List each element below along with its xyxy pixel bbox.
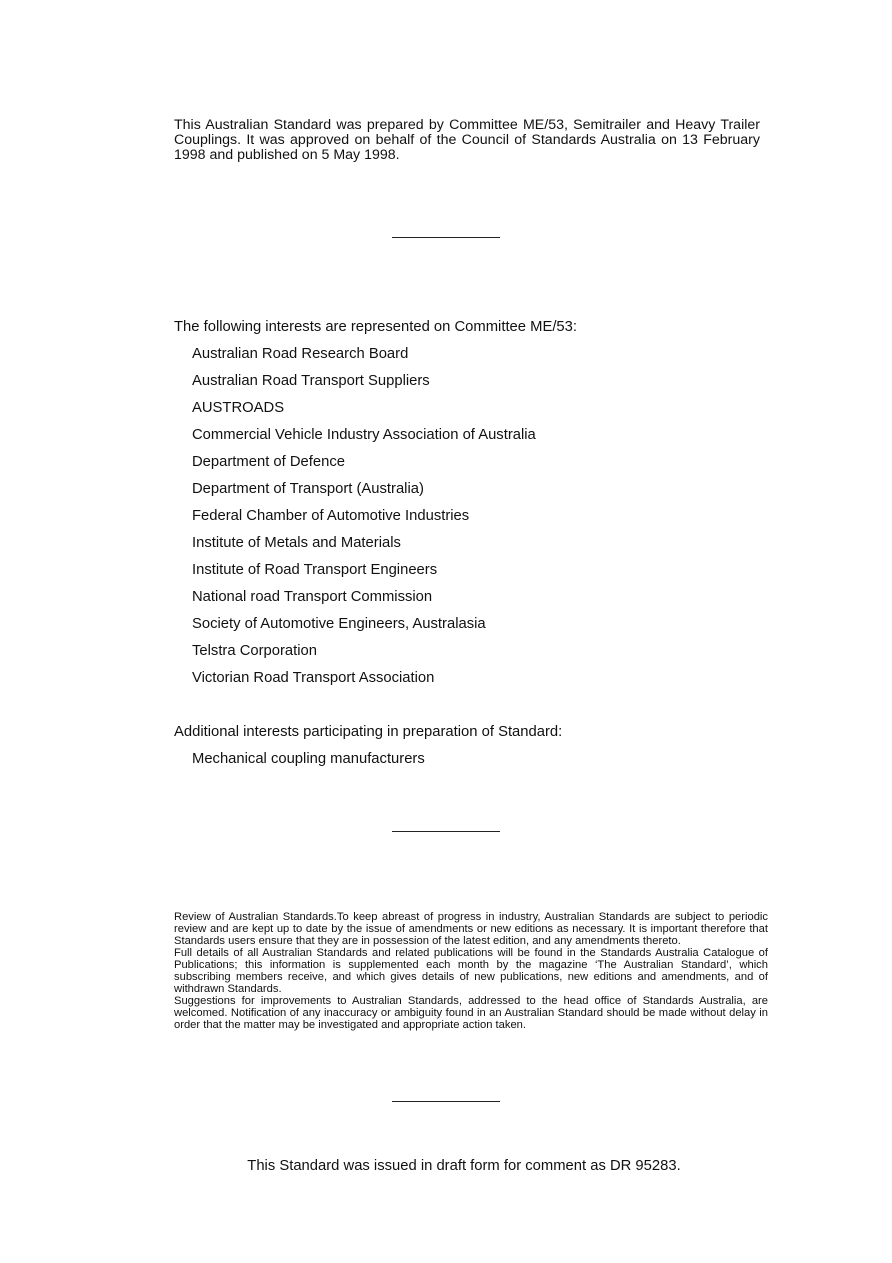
section-divider — [392, 237, 500, 238]
suggestions-paragraph: Suggestions for improvements to Australian Standards, addressed to the head office of Standards Australia, are welcomed. Notification of any inaccuracy or ambiguity found in an Australian Standard should be made without delay in order that the matter may be investigated and appropriate action taken. — [174, 995, 768, 1031]
list-item: Mechanical coupling manufacturers — [192, 751, 425, 767]
catalogue-paragraph: Full details of all Australian Standards and related publications will be found in the Standards Australia Catalogue of Publications; this information is supplemented each month by the magazine ‘The Australian Standard’, which subscribing members receive, and which gives details of new publications, new editions and amendments, and of withdrawn Standards. — [174, 947, 768, 995]
list-item: Institute of Metals and Materials — [192, 535, 401, 551]
list-item: Federal Chamber of Automotive Industries — [192, 508, 470, 524]
additional-interests — [174, 719, 760, 773]
review-paragraph: Review of Australian Standards.To keep abreast of progress in industry, Australian Standards are subject to periodic review and are kept up to date by the issue of amendments or new editions as necessary. It is important therefore that Standards users ensure that they are in possession of the latest edition, and any amendments thereto. — [174, 911, 768, 947]
list-item: AUSTROADS — [192, 400, 285, 416]
list-item: Society of Automotive Engineers, Australasia — [192, 616, 486, 632]
list-item: Commercial Vehicle Industry Association of Australia — [192, 427, 536, 443]
draft-notice — [0, 1158, 892, 1175]
list-item: Institute of Road Transport Engineers — [192, 562, 438, 578]
section-divider — [392, 831, 500, 832]
list-item: National road Transport Commission — [192, 589, 433, 605]
committee-interests-list — [174, 341, 760, 692]
committee-interests-heading: The following interests are represented on Committee ME/53: — [174, 319, 577, 335]
additional-interests-heading: Additional interests participating in preparation of Standard: — [174, 724, 563, 740]
list-item: Australian Road Transport Suppliers — [192, 373, 430, 389]
list-item: Victorian Road Transport Association — [192, 670, 435, 686]
list-item: Australian Road Research Board — [192, 346, 409, 362]
additional-interests-list — [174, 746, 760, 773]
preparation-statement — [174, 118, 760, 163]
committee-interests — [174, 314, 760, 692]
list-item: Telstra Corporation — [192, 643, 318, 659]
preparation-statement-text: This Australian Standard was prepared by Committee ME/53, Semitrailer and Heavy Trailer Couplings. It was approved on behalf of the Council of Standards Australia on 13 February 1998 and published on 5 May 1998. — [174, 117, 760, 163]
list-item: Department of Defence — [192, 454, 345, 470]
section-divider — [392, 1101, 500, 1102]
review-notice — [174, 911, 768, 1031]
list-item: Department of Transport (Australia) — [192, 481, 424, 497]
draft-notice-text: This Standard was issued in draft form for comment as DR 95283. — [247, 1158, 681, 1174]
